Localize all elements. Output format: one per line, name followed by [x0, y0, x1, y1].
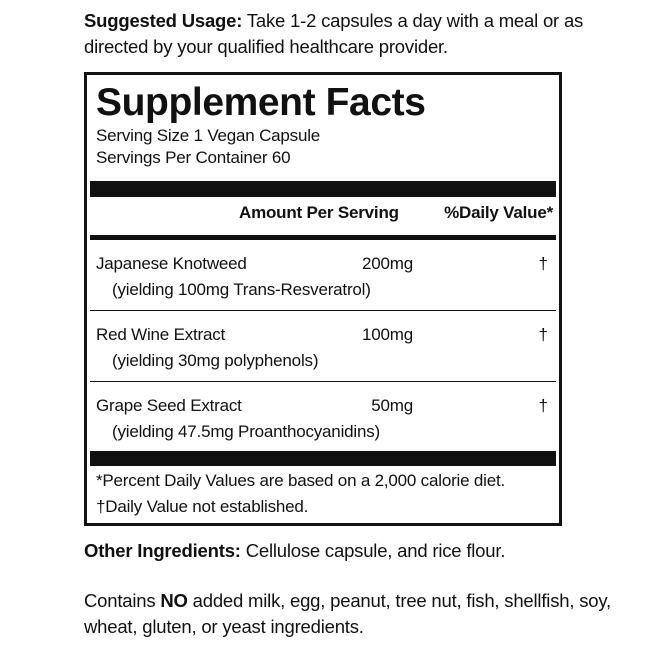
- allergen-emphasis: NO: [160, 590, 188, 611]
- nutrient-row: [87, 311, 559, 381]
- panel-title: Supplement Facts: [96, 81, 426, 124]
- suggested-usage-label: Suggested Usage:: [84, 10, 243, 31]
- allergen-statement: [84, 588, 624, 640]
- nutrient-row: [87, 382, 559, 452]
- allergen-text: added milk, egg, peanut, tree nut, fish, shellfish, soy, wheat, gluten, or yeast ingredients.: [84, 590, 611, 637]
- nutrient-name: Japanese Knotweed: [96, 254, 247, 273]
- column-header-amount: Amount Per Serving: [239, 203, 399, 222]
- other-ingredients: [84, 538, 624, 564]
- nutrient-amount: 100mg: [362, 325, 413, 344]
- nutrient-name: Grape Seed Extract: [96, 396, 242, 415]
- suggested-usage: [84, 8, 624, 60]
- footnote-daily-values: *Percent Daily Values are based on a 2,000 calorie diet.: [96, 471, 506, 490]
- supplement-facts-panel: [84, 72, 562, 526]
- other-ingredients-label: Other Ingredients:: [84, 540, 241, 561]
- serving-size: Serving Size 1 Vegan Capsule: [96, 126, 321, 145]
- allergen-prefix: Contains: [84, 590, 161, 611]
- column-header-daily-value: %Daily Value*: [444, 203, 553, 222]
- nutrient-yield: (yielding 47.5mg Proanthocyanidins): [112, 422, 380, 441]
- other-ingredients-text: Cellulose capsule, and rice flour.: [240, 540, 506, 561]
- suggested-usage-text: Take 1-2 capsules a day with a meal or as directed by your qualified healthcare provider.: [84, 10, 584, 57]
- footnote-not-established: †Daily Value not established.: [96, 497, 309, 516]
- nutrient-daily-value: †: [538, 325, 548, 344]
- thick-divider-bottom: [90, 451, 556, 466]
- thick-divider-top: [90, 181, 556, 197]
- servings-per-container: Servings Per Container 60: [96, 148, 291, 167]
- nutrient-row: [87, 240, 559, 310]
- nutrient-amount: 200mg: [362, 254, 413, 273]
- nutrient-yield: (yielding 30mg polyphenols): [112, 351, 319, 370]
- nutrient-name: Red Wine Extract: [96, 325, 226, 344]
- nutrient-amount: 50mg: [371, 396, 413, 415]
- nutrient-yield: (yielding 100mg Trans-Resveratrol): [112, 280, 371, 299]
- nutrient-daily-value: †: [538, 254, 548, 273]
- nutrient-daily-value: †: [538, 396, 548, 415]
